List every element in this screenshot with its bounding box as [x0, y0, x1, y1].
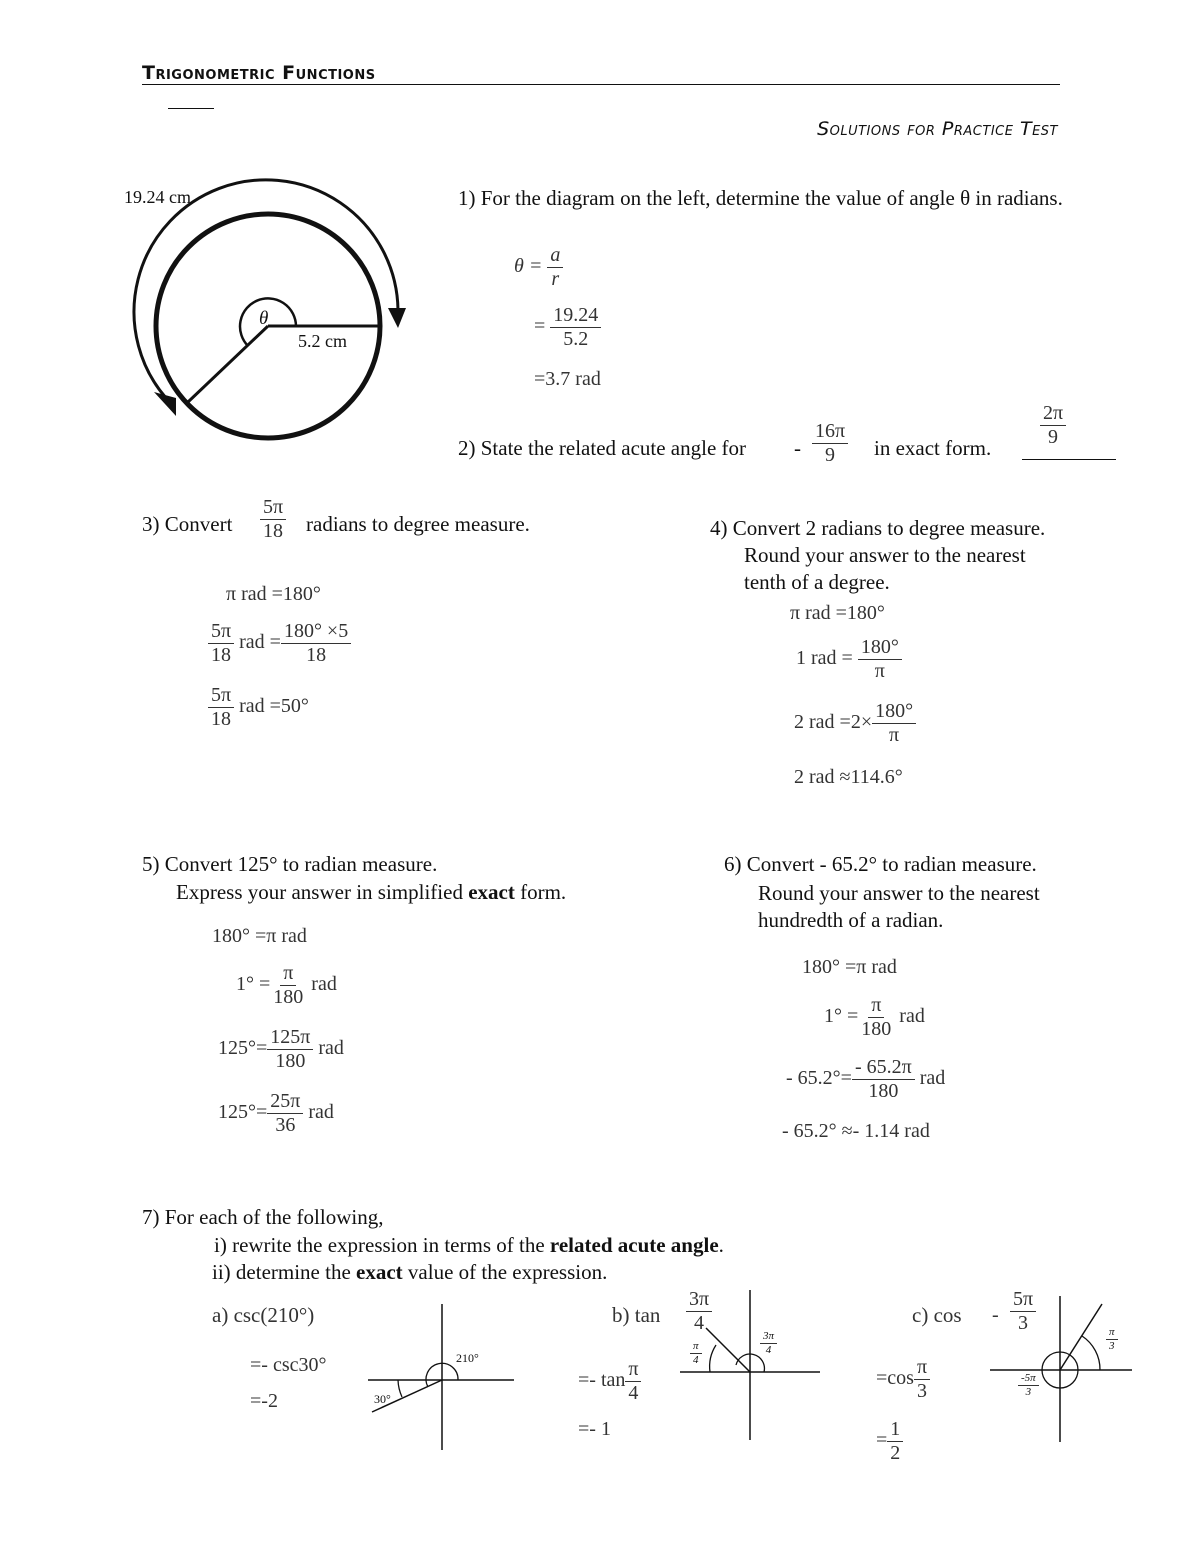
q7c-neg: - [992, 1304, 999, 1326]
page-subtitle: Solutions for Practice Test [817, 118, 1058, 140]
q3-l3-num: 5π [208, 684, 234, 708]
q2-answer-line [1022, 459, 1116, 460]
q5-line2 [176, 880, 566, 905]
q5-line2-a: Express your answer in simplified [176, 880, 463, 904]
q5-step3 [218, 1026, 344, 1073]
q5-l4-den: 36 [275, 1114, 296, 1136]
q7b-l1-num: π [625, 1358, 641, 1382]
q1-fraction-a-r [547, 244, 563, 291]
q7c-ref-num: π [1106, 1326, 1118, 1340]
q2-ans-num: 2π [1040, 402, 1066, 426]
q2-answer [1040, 402, 1066, 449]
q7-instruction-ii [212, 1260, 607, 1285]
q7-i-c: . [718, 1233, 724, 1257]
q5-line1: 5) Convert 125° to radian measure. [142, 852, 438, 876]
q7c-den: 3 [1018, 1312, 1029, 1334]
q1-l1-den: r [551, 268, 560, 290]
q5-l3-den: 180 [275, 1050, 306, 1072]
q7c-l2-den: 2 [890, 1442, 901, 1464]
q1-answer: =3.7 rad [534, 368, 601, 390]
q7b-l1: =- tan [578, 1369, 626, 1392]
q7b-num: 3π [686, 1288, 712, 1312]
q3-prompt-end: radians to degree measure. [306, 512, 530, 536]
short-rule [168, 108, 214, 109]
q7c-ref-den: 3 [1109, 1339, 1115, 1352]
q4-step1: π rad =180° [790, 602, 885, 624]
q7-instruction-i [214, 1233, 724, 1258]
q3-l2-rden: 18 [306, 644, 327, 666]
q7-i-a: i) rewrite the expression in terms of the [214, 1233, 545, 1257]
q3-l2-num: 5π [208, 620, 234, 644]
title-rule [142, 84, 1060, 85]
q2-ans-den: 9 [1048, 426, 1059, 448]
q7a-step1: =- csc30° [250, 1354, 327, 1376]
q5-l2-unit: rad [311, 973, 337, 996]
q6-step3 [786, 1056, 945, 1103]
q7b-ref-label [690, 1340, 702, 1366]
q2-den: 9 [825, 444, 836, 466]
q3-prompt-start: 3) Convert [142, 512, 233, 536]
q7-ii-bold: exact [356, 1260, 403, 1284]
q7b-den: 4 [694, 1312, 705, 1334]
q2-neg-sign: - [794, 436, 801, 460]
q1-l2-eq: = [534, 315, 546, 338]
q7c-l1: =cos [876, 1367, 914, 1390]
circle-diagram [110, 180, 430, 470]
q6-line1: 6) Convert - 65.2° to radian measure. [724, 852, 1037, 876]
q6-l2-num: π [868, 994, 884, 1018]
q4-l2-num: 180° [858, 636, 902, 660]
q7-ii-a: ii) determine the [212, 1260, 351, 1284]
q1-step1 [514, 244, 563, 291]
q7c-l2: = [876, 1429, 888, 1452]
q5-l2-num: π [280, 962, 296, 986]
q6-l2-unit: rad [899, 1005, 925, 1028]
q3-l3-mid: rad =50° [239, 695, 309, 718]
q7a-step2: =-2 [250, 1390, 278, 1412]
q7a-diagram [368, 1300, 518, 1454]
q7c-diagram [990, 1296, 1136, 1446]
q4-line1: 4) Convert 2 radians to degree measure. [710, 516, 1046, 540]
q7b-step1 [578, 1358, 641, 1405]
q7b-step2: =- 1 [578, 1418, 611, 1440]
q5-l3-num: 125π [267, 1026, 313, 1050]
q7c-l1-den: 3 [917, 1380, 927, 1402]
q4-l2-den: π [874, 660, 885, 682]
q7c-l1-num: π [914, 1356, 930, 1380]
q7b-lbl-den: 4 [765, 1343, 772, 1356]
q3-step3 [208, 684, 309, 731]
q7a-angle-30: 30° [374, 1392, 391, 1406]
q7-i-bold: related acute angle [549, 1233, 719, 1257]
q5-line2-bold: exact [468, 880, 515, 904]
q3-l2-rnum: 180° ×5 [281, 620, 351, 644]
q6-line3: hundredth of a radian. [758, 908, 944, 932]
q2-num: 16π [812, 420, 848, 444]
q2-prompt-start: 2) State the related acute angle for [458, 436, 747, 460]
q7b-lbl-num: 3π [760, 1330, 777, 1344]
arc-length-label: 19.24 cm [124, 187, 191, 207]
theta-label: θ [259, 308, 269, 329]
q6-step1: 180° =π rad [802, 956, 897, 978]
q6-l3-unit: rad [919, 1067, 946, 1090]
q3-den: 18 [263, 520, 284, 542]
q1-l1-lhs: θ = [514, 255, 543, 278]
q5-l2-den: 180 [273, 986, 304, 1008]
q5-step1: 180° =π rad [212, 925, 307, 947]
q3-step1: π rad =180° [226, 583, 321, 605]
q5-step4 [218, 1090, 334, 1137]
q5-l4-num: 25π [267, 1090, 303, 1114]
q4-line2: Round your answer to the nearest [744, 543, 1026, 567]
radius-diagonal [188, 326, 268, 402]
q5-line2-c: form. [520, 880, 567, 904]
q7c-step1 [876, 1356, 930, 1403]
q3-num: 5π [260, 496, 286, 520]
q1-l2-num: 19.24 [550, 304, 601, 328]
page-title: Trigonometric Functions [142, 62, 376, 84]
radius-label: 5.2 cm [298, 331, 347, 351]
q7-ii-c: value of the expression. [407, 1260, 608, 1284]
q6-l3-den: 180 [868, 1080, 899, 1102]
q5-l4-unit: rad [308, 1101, 334, 1124]
q4-line3: tenth of a degree. [744, 570, 890, 594]
q6-l3-lhs: - 65.2°= [786, 1067, 852, 1090]
q7a-angle-210: 210° [456, 1351, 479, 1365]
q6-l2-den: 180 [861, 1018, 892, 1040]
q6-l3-num: - 65.2π [852, 1056, 915, 1080]
q1-step2 [534, 304, 601, 351]
q7b-l1-den: 4 [628, 1382, 639, 1404]
q4-answer: 2 rad ≈114.6° [794, 766, 903, 788]
q7c-l2-num: 1 [887, 1418, 903, 1442]
q6-l2-lhs: 1° = [824, 1005, 859, 1028]
q7c-label: c) cos [912, 1303, 962, 1327]
q3-l2-den: 18 [211, 644, 232, 666]
q5-l2-lhs: 1° = [236, 973, 271, 996]
arrowhead-right [388, 308, 406, 328]
q2-prompt-end: in exact form. [874, 436, 992, 460]
q4-step2 [796, 636, 902, 683]
q7c-angle-label [1018, 1372, 1039, 1398]
q7c-ang-den: 3 [1025, 1385, 1032, 1398]
q1-l2-den: 5.2 [563, 328, 589, 350]
q4-l2-lhs: 1 rad = [796, 647, 853, 670]
q5-l4-lhs: 125°= [218, 1101, 268, 1124]
q7b-label: b) tan [612, 1303, 661, 1327]
arrowhead-left [154, 392, 176, 416]
q3-l3-den: 18 [211, 708, 232, 730]
q7-line1: 7) For each of the following, [142, 1205, 384, 1229]
q1-fraction-values [550, 304, 601, 351]
q7a-label: a) csc(210°) [212, 1303, 315, 1327]
q4-l3-lhs: 2 rad =2× [794, 711, 873, 734]
q4-l3-num: 180° [872, 700, 916, 724]
q7c-ref-label [1106, 1326, 1118, 1352]
q5-l3-lhs: 125°= [218, 1037, 268, 1060]
q7c-ang-num: -5π [1018, 1372, 1039, 1386]
q3-fraction [260, 496, 286, 543]
q2-fraction [812, 420, 848, 467]
q7b-angle-label [760, 1330, 777, 1356]
q6-step2 [824, 994, 925, 1041]
q7c-num: 5π [1010, 1288, 1036, 1312]
q6-line2: Round your answer to the nearest [758, 881, 1040, 905]
q1-prompt: 1) For the diagram on the left, determine the value of angle θ in radians. [458, 186, 1063, 210]
q4-step3 [794, 700, 916, 747]
q6-answer: - 65.2° ≈- 1.14 rad [782, 1120, 930, 1142]
q3-l2-mid: rad = [239, 631, 281, 654]
q5-step2 [236, 962, 337, 1009]
q7b-diagram [680, 1290, 820, 1444]
q4-l3-den: π [889, 724, 900, 746]
q7b-ref-den: 4 [693, 1353, 699, 1366]
q3-step2 [208, 620, 351, 667]
q7c-step2 [876, 1418, 903, 1465]
q5-l3-unit: rad [318, 1037, 344, 1060]
q7b-ref-num: π [690, 1340, 702, 1354]
q1-l1-num: a [547, 244, 563, 268]
